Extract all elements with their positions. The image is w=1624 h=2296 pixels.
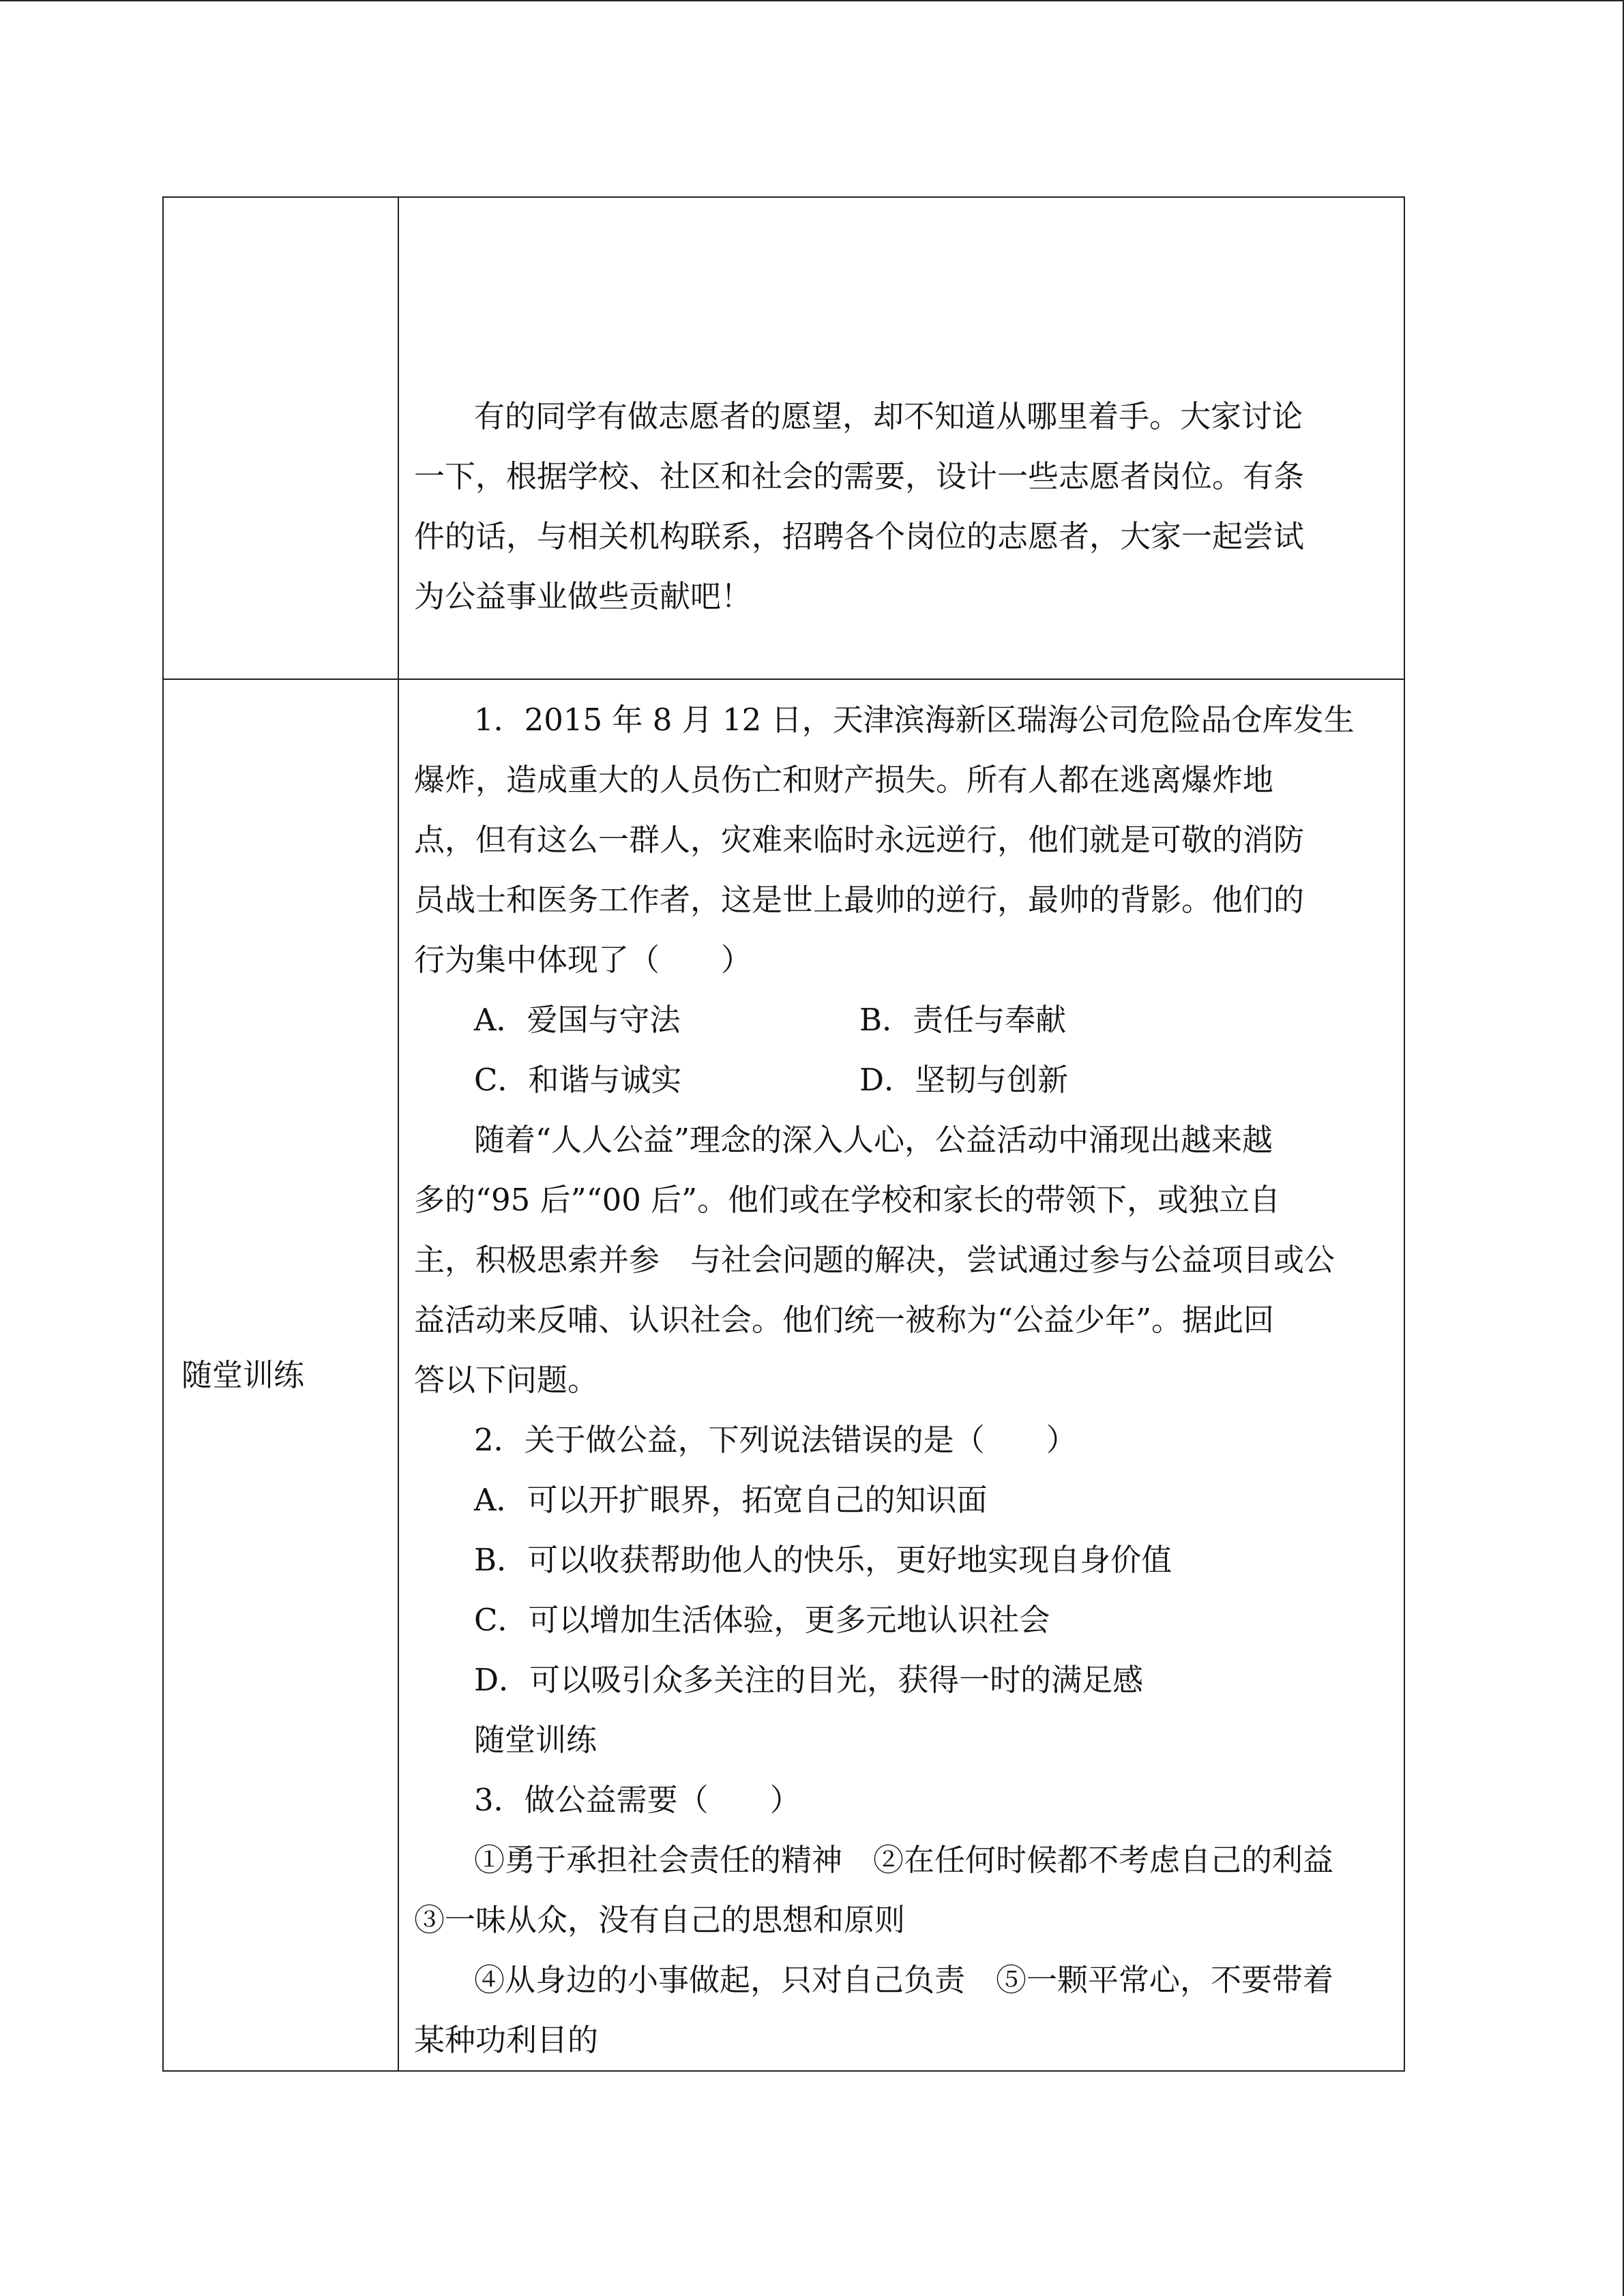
row-label-practice: 随堂训练: [163, 679, 398, 2071]
q3-items-line-4: 某种功利目的: [414, 2022, 599, 2058]
passage-line-3: 主，积极思索并参 与社会问题的解决，尝试通过参与公益项目或公: [414, 1242, 1335, 1278]
q1-option-c: C．和谐与诚实: [474, 1062, 682, 1098]
practice-content: [398, 679, 1404, 2071]
q2-option-a: A．可以开扩眼界，拓宽自己的知识面: [474, 1482, 988, 1518]
activity-line-3: 件的话，与相关机构联系，招聘各个岗位的志愿者，大家一起尝试: [414, 518, 1305, 554]
q1-line-2: 爆炸，造成重大的人员伤亡和财产损失。所有人都在逃离爆炸地: [414, 762, 1274, 798]
passage-line-5: 答以下问题。: [414, 1362, 599, 1398]
q3-stem: 3．做公益需要（ ）: [474, 1782, 801, 1818]
q3-items-line-3: ④从身边的小事做起，只对自己负责 ⑤一颗平常心，不要带着: [474, 1962, 1334, 1998]
q2-option-c: C．可以增加生活体验，更多元地认识社会: [474, 1602, 1050, 1638]
q2-option-b: B．可以收获帮助他人的快乐，更好地实现自身价值: [474, 1542, 1172, 1578]
q1-line-3: 点，但有这么一群人，灾难来临时永远逆行，他们就是可敬的消防: [414, 822, 1305, 858]
passage-line-1: 随着“人人公益”理念的深入人心，公益活动中涌现出越来越: [474, 1122, 1273, 1158]
q1-line-1: 1．2015 年 8 月 12 日，天津滨海新区瑞海公司危险品仓库发生: [474, 702, 1355, 738]
lesson-table: [162, 196, 1405, 2072]
q1-option-b: B．责任与奉献: [859, 1002, 1067, 1038]
q1-option-a: A．爱国与守法: [474, 1002, 681, 1038]
q1-option-d: D．坚韧与创新: [859, 1062, 1069, 1098]
q3-items-line-1: ①勇于承担社会责任的精神 ②在任何时候都不考虑自己的利益: [474, 1842, 1334, 1878]
q1-line-5: 行为集中体现了（ ）: [414, 942, 752, 978]
activity-content: [398, 197, 1404, 679]
q1-options-row-2: [414, 1050, 1391, 1110]
q3-items-line-2: ③一味从众，没有自己的思想和原则: [414, 1902, 906, 1938]
activity-line-4: 为公益事业做些贡献吧！: [414, 578, 752, 614]
table-row-practice: [163, 679, 1404, 2071]
q2-stem: 2．关于做公益，下列说法错误的是（ ）: [474, 1422, 1077, 1458]
activity-line-2: 一下，根据学校、社区和社会的需要，设计一些志愿者岗位。有条: [414, 458, 1305, 494]
q1-line-4: 员战士和医务工作者，这是世上最帅的逆行，最帅的背影。他们的: [414, 882, 1305, 918]
row-label-empty: [163, 197, 398, 679]
passage-line-2: 多的“95 后”“00 后”。他们或在学校和家长的带领下，或独立自: [414, 1182, 1281, 1218]
table-row-activity: [163, 197, 1404, 679]
activity-line-1: 有的同学有做志愿者的愿望，却不知道从哪里着手。大家讨论: [474, 398, 1303, 434]
section-label: 随堂训练: [474, 1722, 597, 1758]
passage-line-4: 益活动来反哺、认识社会。他们统一被称为“公益少年”。据此回: [414, 1302, 1275, 1338]
q2-option-d: D．可以吸引众多关注的目光，获得一时的满足感: [474, 1662, 1144, 1698]
q1-options-row-1: [414, 990, 1391, 1050]
